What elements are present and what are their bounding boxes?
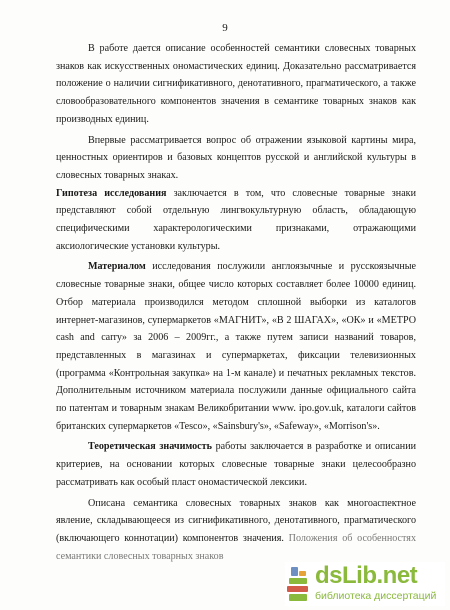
theoretical-significance-heading: Теоретическая значимость [88, 441, 212, 453]
paragraph-work-description: В работе дается описание особенностей семантики словесных товарных знаков как искусственных ономастических единиц. Доказательно рассматривается положение о наличии сигнификативного, денотативного, прагматического, а также словообразовательного компонентов значения в семантике товарных знаков как производных единиц. [56, 43, 416, 125]
watermark-tagline: библиотека диссертаций [315, 590, 437, 602]
document-body [56, 40, 416, 565]
watermark-brand: dsLib.net [315, 562, 418, 589]
paragraph-theoretical-significance: Теоретическая значимость работы заключается в разработке и описании критериев, на основании которых словесные товарные знаки целесообразно рассматривать как особый пласт ономастической лексики. [56, 441, 416, 488]
hypothesis-heading: Гипотеза исследования [56, 187, 167, 199]
paragraph-semantics: Описана семантика словесных товарных знаков как многоаспектное явление, складывающееся из сигнификативного, денотативного, прагматического (включающего коннотации) компонентов значения. Положения об особенностях семантики словесных товарных знаков [56, 497, 416, 562]
dslib-watermark[interactable] [285, 562, 445, 606]
book-stack-logo-icon [285, 565, 311, 603]
paragraph-hypothesis: Гипотеза исследования заключается в том, что словесные товарные знаки представляют собой отдельную лингвокультурную область, обладающую специфическими характерологическими признаками, отражающими аксиологические установки культуры. [56, 187, 416, 252]
material-heading: Материалом [88, 261, 146, 273]
paragraph-material: Материалом исследования послужили англоязычные и русскоязычные словесные товарные знаки, общее число которых составляет более 10000 единиц. Отбор материала производился методом сплошной выборки из каталогов интернет-магазинов, супермаркетов «МАГНИТ», «В 2 ШАГАХ», «ОК» и «МЕТРО cash and carry» за 2006 – 2009гг., а также путем записи названий товаров, представленных в магазинах и супермаркетах, фиксации телевизионных (программа «Контрольная закупка» на 1-м канале) и печатных рекламных текстов. Дополнительным источником материала послужили данные официального сайта по патентам и товарным знакам Великобритании www. ipo.gov.uk, каталоги сайтов британских супермаркетов «Tesco», «Sainsbury's», «Safeway», «Morrison's». [56, 261, 417, 432]
paragraph-novelty: Впервые рассматривается вопрос об отражении языковой картины мира, ценностных ориентиров и базовых концептов русской и английской культуры в словесных товарных знаках. [56, 134, 417, 181]
page-number: 9 [222, 22, 228, 34]
